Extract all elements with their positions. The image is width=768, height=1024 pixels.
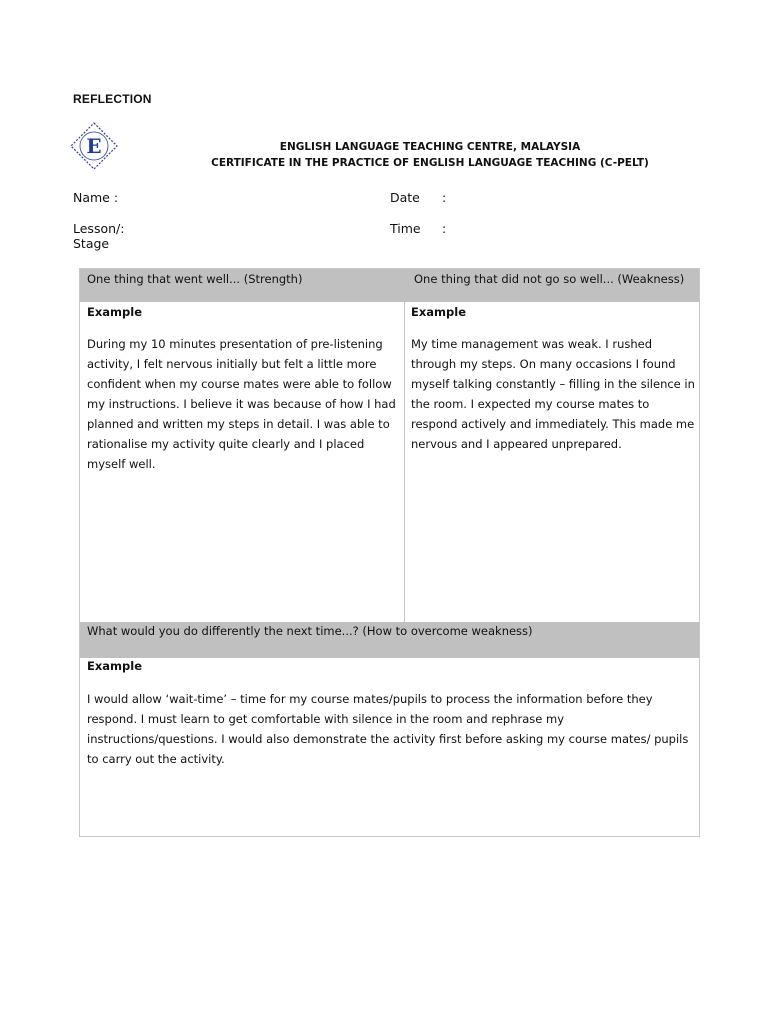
page-heading: REFLECTION bbox=[73, 92, 152, 106]
weakness-line: nervous and I appeared unprepared. bbox=[411, 437, 622, 451]
strength-line: rationalise my activity quite clearly and I placed bbox=[87, 437, 365, 451]
strength-line: myself well. bbox=[87, 457, 156, 471]
strength-line: my instructions. I believe it was because of how I had bbox=[87, 397, 396, 411]
next-line: to carry out the activity. bbox=[87, 752, 225, 766]
stage-field-label: Stage bbox=[73, 236, 110, 251]
next-time-header: What would you do differently the next time...? (How to overcome weakness) bbox=[87, 624, 533, 638]
name-field-label: Name : bbox=[73, 190, 119, 205]
centre-name: ENGLISH LANGUAGE TEACHING CENTRE, MALAYSIA bbox=[279, 141, 581, 153]
next-line: instructions/questions. I would also demonstrate the activity first before asking my course mates/ pupils bbox=[87, 732, 689, 746]
next-line: respond. I must learn to get comfortable with silence in the room and rephrase my bbox=[87, 712, 565, 726]
certificate-name: CERTIFICATE IN THE PRACTICE OF ENGLISH LANGUAGE TEACHING (C-PELT) bbox=[211, 157, 649, 169]
time-field-colon: : bbox=[442, 221, 447, 236]
next-example-label: Example bbox=[87, 659, 142, 673]
next-line: I would allow ‘wait-time’ – time for my course mates/pupils to process the information before they bbox=[87, 692, 653, 706]
weakness-line: My time management was weak. I rushed bbox=[411, 337, 653, 351]
strength-text bbox=[87, 334, 399, 474]
column-divider bbox=[404, 302, 405, 622]
strength-line: activity, I felt nervous initially but felt a little more bbox=[87, 357, 377, 371]
elts-centre-logo-icon bbox=[70, 122, 118, 170]
weakness-header: One thing that did not go so well... (Weakness) bbox=[414, 272, 685, 286]
weakness-line: myself talking constantly – filling in the silence in bbox=[411, 377, 695, 391]
strength-example-label: Example bbox=[87, 305, 142, 319]
reflection-table bbox=[79, 268, 700, 837]
strength-line: During my 10 minutes presentation of pre-listening bbox=[87, 337, 383, 351]
weakness-line: the room. I expected my course mates to bbox=[411, 397, 650, 411]
strength-header: One thing that went well... (Strength) bbox=[87, 272, 303, 286]
time-field-label: Time bbox=[390, 221, 421, 236]
centre-title bbox=[200, 139, 660, 171]
strength-line: planned and written my steps in detail. I was able to bbox=[87, 417, 390, 431]
weakness-text bbox=[411, 334, 697, 454]
date-field-colon: : bbox=[442, 190, 447, 205]
date-field-label: Date bbox=[390, 190, 420, 205]
next-time-text bbox=[87, 689, 697, 769]
weakness-example-label: Example bbox=[411, 305, 466, 319]
lesson-field-label: Lesson/: bbox=[73, 221, 125, 236]
weakness-line: through my steps. On many occasions I found bbox=[411, 357, 676, 371]
svg-text:E: E bbox=[86, 134, 102, 158]
strength-line: confident when my course mates were able to follow bbox=[87, 377, 392, 391]
weakness-line: respond actively and immediately. This made me bbox=[411, 417, 695, 431]
